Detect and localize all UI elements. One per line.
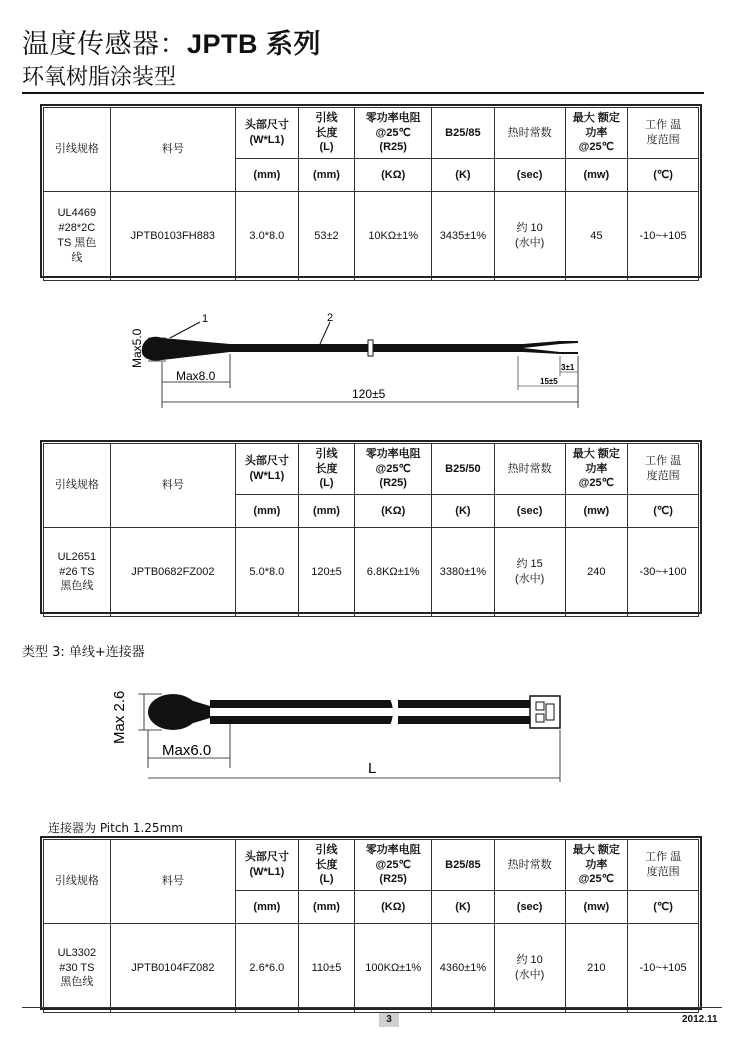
cell-lead-len: 110±5 <box>298 924 355 1013</box>
header-max-power: 最大 额定 功率 @25℃ <box>565 444 628 495</box>
dim-split: 15±5 <box>540 377 558 386</box>
leader-line-1 <box>170 322 200 338</box>
header-head-size: 头部尺寸 (W*L1) <box>236 840 299 891</box>
cell-part-no: JPTB0103FH883 <box>110 192 235 281</box>
dim-max-width: Max5.0 <box>130 328 144 368</box>
header-lead-len: 引线 长度 (L) <box>298 840 355 891</box>
header-resistance: 零功率电阻 @25℃ (R25) <box>355 840 432 891</box>
cell-max-power: 240 <box>565 528 628 617</box>
header-temp-range: 工作 温 度范围 <box>628 840 699 891</box>
cell-thermal-const: 约 10 (水中) <box>494 192 565 281</box>
unit-cell: (K) <box>432 159 495 192</box>
title-series: JPTB 系列 <box>187 29 322 59</box>
header-temp-range: 工作 温 度范围 <box>628 108 699 159</box>
cell-bvalue: 3380±1% <box>432 528 495 617</box>
header-lead-spec: 引线规格 <box>44 108 111 192</box>
unit-cell: (mw) <box>565 159 628 192</box>
header-rule <box>22 92 704 94</box>
unit-cell: (mm) <box>236 159 299 192</box>
unit-cell: (mm) <box>298 495 355 528</box>
cell-head-size: 5.0*8.0 <box>236 528 299 617</box>
unit-cell: (mm) <box>298 159 355 192</box>
unit-cell: (℃) <box>628 891 699 924</box>
unit-cell: (sec) <box>494 159 565 192</box>
spec-table-1 <box>43 107 699 281</box>
unit-cell: (KΩ) <box>355 495 432 528</box>
header-max-power: 最大 额定 功率 @25℃ <box>565 108 628 159</box>
cell-max-power: 45 <box>565 192 628 281</box>
cell-lead-len: 120±5 <box>298 528 355 617</box>
dim-max-length-2: Max6.0 <box>162 742 212 759</box>
cell-temp-range: -30~+100 <box>628 528 699 617</box>
dim-strip: 3±1 <box>561 363 575 372</box>
lead-wire <box>228 344 523 352</box>
cell-thermal-const: 约 15 (水中) <box>494 528 565 617</box>
cell-lead-spec: UL2651 #26 TS 黑色线 <box>44 528 111 617</box>
unit-cell: (K) <box>432 495 495 528</box>
cell-lead-spec: UL3302 #30 TS 黑色线 <box>44 924 111 1013</box>
label-1: 1 <box>202 313 209 325</box>
type3-label: 类型 3: 单线+连接器 <box>22 645 145 660</box>
cell-bvalue: 4360±1% <box>432 924 495 1013</box>
thermistor-diagram-1 <box>120 310 600 415</box>
cell-lead-len: 53±2 <box>298 192 355 281</box>
header-part-no: 料号 <box>110 840 235 924</box>
spec-table-3 <box>43 839 699 1013</box>
page-title <box>22 22 321 61</box>
unit-cell: (℃) <box>628 495 699 528</box>
header-bvalue: B25/85 <box>432 840 495 891</box>
split-lead-bottom <box>523 348 578 354</box>
split-lead-top <box>523 341 578 348</box>
footer-date: 2012.11 <box>682 1014 718 1025</box>
cell-thermal-const: 约 10 (水中) <box>494 924 565 1013</box>
header-part-no: 料号 <box>110 444 235 528</box>
wire-break-mark <box>368 340 373 356</box>
table-row <box>44 528 699 617</box>
cell-resistance: 6.8KΩ±1% <box>355 528 432 617</box>
connector-note: 连接器为 Pitch 1.25mm <box>48 821 183 835</box>
cell-temp-range: -10~+105 <box>628 924 699 1013</box>
unit-cell: (KΩ) <box>355 891 432 924</box>
header-bvalue: B25/50 <box>432 444 495 495</box>
unit-cell: (sec) <box>494 891 565 924</box>
header-max-power: 最大 额定 功率 @25℃ <box>565 840 628 891</box>
header-thermal-const: 热时常数 <box>494 108 565 159</box>
footer-rule <box>22 1007 722 1008</box>
unit-cell: (KΩ) <box>355 159 432 192</box>
cell-temp-range: -10~+105 <box>628 192 699 281</box>
header-head-size: 头部尺寸 (W*L1) <box>236 108 299 159</box>
page-subtitle: 环氧树脂涂装型 <box>22 65 177 90</box>
table-row <box>44 192 699 281</box>
header-thermal-const: 热时常数 <box>494 840 565 891</box>
unit-cell: (mm) <box>236 495 299 528</box>
unit-cell: (mm) <box>298 891 355 924</box>
spec-table-2 <box>43 443 699 617</box>
lead-wire-bottom <box>210 716 395 724</box>
thermistor-bead <box>142 337 230 361</box>
unit-cell: (mm) <box>236 891 299 924</box>
page-number: 3 <box>379 1013 399 1027</box>
header-resistance: 零功率电阻 @25℃ (R25) <box>355 444 432 495</box>
header-part-no: 料号 <box>110 108 235 192</box>
unit-cell: (K) <box>432 891 495 924</box>
unit-cell: (sec) <box>494 495 565 528</box>
cell-lead-spec: UL4469 #28*2C TS 黑色 线 <box>44 192 111 281</box>
header-head-size: 头部尺寸 (W*L1) <box>236 444 299 495</box>
cell-part-no: JPTB0104FZ082 <box>110 924 235 1013</box>
header-lead-len: 引线 长度 (L) <box>298 108 355 159</box>
header-resistance: 零功率电阻 @25℃ (R25) <box>355 108 432 159</box>
dim-total-2: L <box>368 760 377 777</box>
unit-cell: (℃) <box>628 159 699 192</box>
dim-total: 120±5 <box>352 387 386 401</box>
header-lead-len: 引线 长度 (L) <box>298 444 355 495</box>
cell-bvalue: 3435±1% <box>432 192 495 281</box>
dim-max-length: Max8.0 <box>176 369 216 383</box>
title-text: 温度传感器： <box>22 29 187 60</box>
cell-head-size: 2.6*6.0 <box>236 924 299 1013</box>
cell-max-power: 210 <box>565 924 628 1013</box>
table-row <box>44 924 699 1013</box>
wire-break-mark-2 <box>392 696 396 728</box>
dim-max-width-2: Max 2.6 <box>111 690 128 744</box>
thermistor-diagram-2 <box>100 678 580 783</box>
unit-cell: (mw) <box>565 891 628 924</box>
cell-part-no: JPTB0682FZ002 <box>110 528 235 617</box>
lead-wire-top <box>210 700 395 708</box>
cell-head-size: 3.0*8.0 <box>236 192 299 281</box>
cell-resistance: 100KΩ±1% <box>355 924 432 1013</box>
label-2: 2 <box>327 312 334 324</box>
header-lead-spec: 引线规格 <box>44 444 111 528</box>
cell-resistance: 10KΩ±1% <box>355 192 432 281</box>
header-lead-spec: 引线规格 <box>44 840 111 924</box>
connector <box>530 696 560 728</box>
header-bvalue: B25/85 <box>432 108 495 159</box>
header-temp-range: 工作 温 度范围 <box>628 444 699 495</box>
unit-cell: (mw) <box>565 495 628 528</box>
header-thermal-const: 热时常数 <box>494 444 565 495</box>
leader-line-2 <box>320 322 330 344</box>
